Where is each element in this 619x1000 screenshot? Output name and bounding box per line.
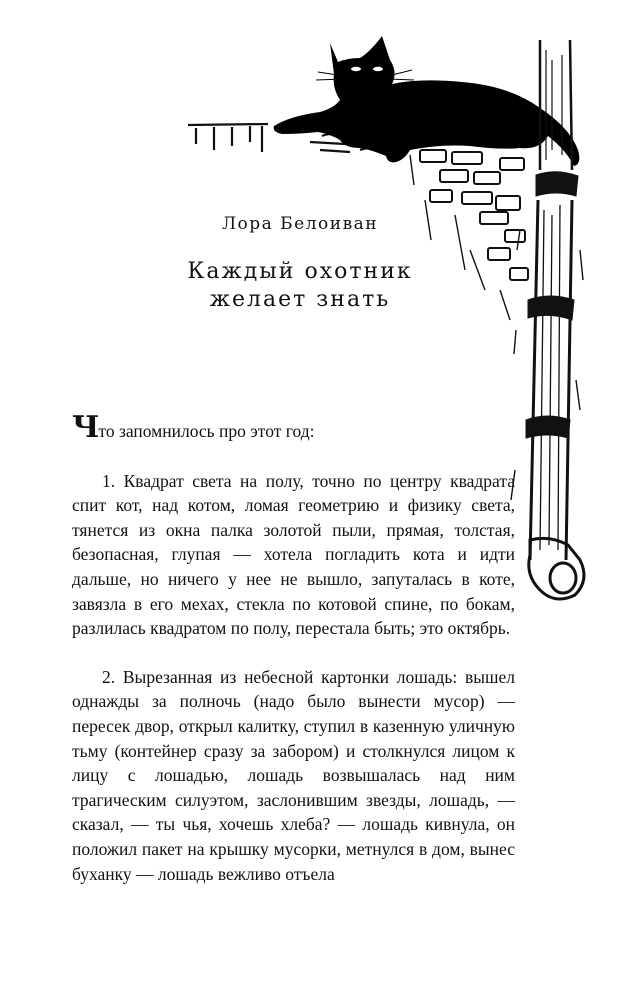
paragraph-2: 2. Вырезанная из небесной картонки лошадь: вышел однажды за полночь (надо было вынести мусор) — пересек двор, открыл калитку, ступил в казенную уличную тьму (контейнер сразу за забором) и столкнулся лицом к лицу с лошадью, лошадь возвышалась над ним трагическим силуэтом, заслонившим звезды, лошадь, — сказал, — ты чья, хочешь хлеба? — лошадь кивнула, он положил пакет на крышку мусорки, метнулся в дом, вынес буханку — лошадь вежливо отъела (72, 666, 515, 884)
paragraph-1: 1. Квадрат света на полу, точно по центру квадрата спит кот, над котом, ломая геометрию и физику света, тянется из окна палка золотой пыли, прямая, толстая, безопасная, глупая — хотела погладить кота и идти дальше, но ничего у нее не вышло, запуталась в коте, завязла в его мехах, стекла по котовой спине, по бокам, разлилась квадратом по полу, перестала быть; это октябрь. (72, 470, 515, 639)
black-cat (274, 36, 580, 166)
title-line-1: Каждый охотник (187, 259, 413, 284)
intro-paragraph (72, 410, 515, 445)
intro-text: то запомнилось про этот год: (98, 421, 315, 441)
drop-cap: Ч (72, 410, 99, 445)
chapter-title (110, 258, 490, 314)
author-name: Лора Белоиван (221, 214, 379, 234)
body-text (72, 410, 515, 910)
title-line-2: желает знать (209, 287, 391, 312)
